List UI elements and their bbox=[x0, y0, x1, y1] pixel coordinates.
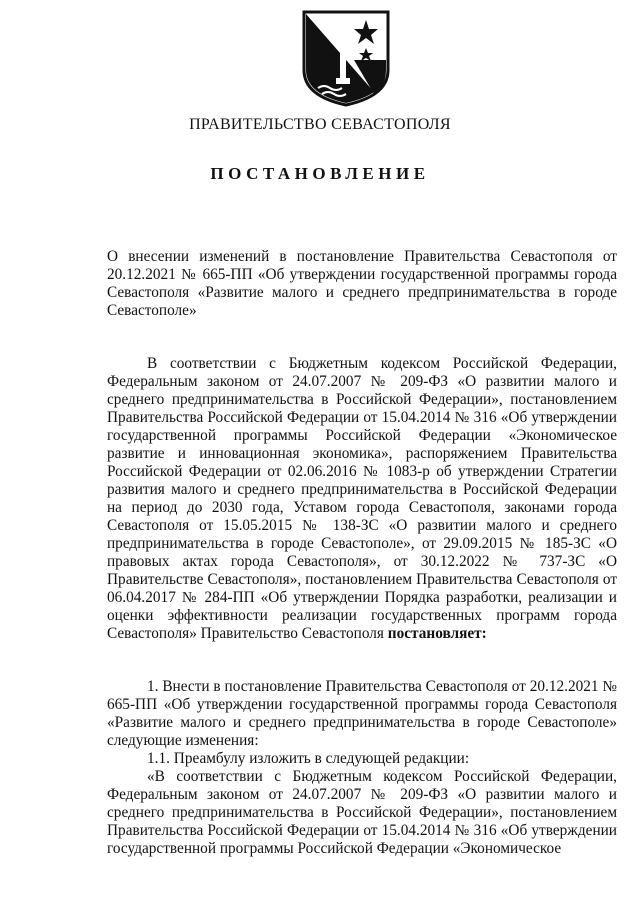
item-1: 1. Внести в постановление Правительства Севастополя от 20.12.2021 № 665-ПП «Об утверждении государственной программы города Севастополя «Развитие малого и среднего предпринимательства в городе Севастополе» следующие изменения: bbox=[107, 678, 617, 749]
preamble-paragraph bbox=[107, 355, 617, 643]
preamble-text: В соответствии с Бюджетным кодексом Российской Федерации, Федеральным законом от 24.07.2007 № 209-ФЗ «О развитии малого и среднего предпринимательства в Российской Федерации», постановлением Правительства Российской Федерации от 15.04.2014 № 316 «Об утверждении государственной программы Российской Федерации «Экономическое развитие и инновационная экономика», распоряжением Правительства Российской Федерации от 02.06.2016 № 1083-р об утверждении Стратегии развития малого и среднего предпринимательства в Российской Федерации на период до 2030 года, Уставом города Севастополя, законами города Севастополя от 15.05.2015 № 138-ЗС «О развитии малого и среднего предпринимательства в городе Севастополе», от 29.09.2015 № 185-ЗС «О правовых актах города Севастополя», от 30.12.2022 № 737-ЗС «О Правительстве Севастополя», постановлением Правительства Севастополя от 06.04.2017 № 284-ПП «Об утверждении Порядка разработки, реализации и оценки эффективности реализации государственных программ города Севастополя» Правительство Севастополя bbox=[107, 355, 617, 642]
organization-name: ПРАВИТЕЛЬСТВО СЕВАСТОПОЛЯ bbox=[189, 116, 451, 133]
quoted-preamble: «В соответствии с Бюджетным кодексом Российской Федерации, Федеральным законом от 24.07.2007 № 209-ФЗ «О развитии малого и среднего предпринимательства в Российской Федерации», постановлением Правительства Российской Федерации от 15.04.2014 № 316 «Об утверждении государственной программы Российской Федерации «Экономическое bbox=[107, 768, 617, 857]
sevastopol-coat-of-arms bbox=[296, 8, 396, 108]
decree-word: постановляет: bbox=[387, 625, 487, 642]
document-type-title: ПОСТАНОВЛЕНИЕ bbox=[210, 164, 430, 183]
document-subject: О внесении изменений в постановление Правительства Севастополя от 20.12.2021 № 665-ПП «Об утверждении государственной программы города Севастополя «Развитие малого и среднего предпринимательства в городе Севастополе» bbox=[107, 248, 617, 319]
item-1-1: 1.1. Преамбулу изложить в следующей редакции: bbox=[147, 750, 470, 767]
